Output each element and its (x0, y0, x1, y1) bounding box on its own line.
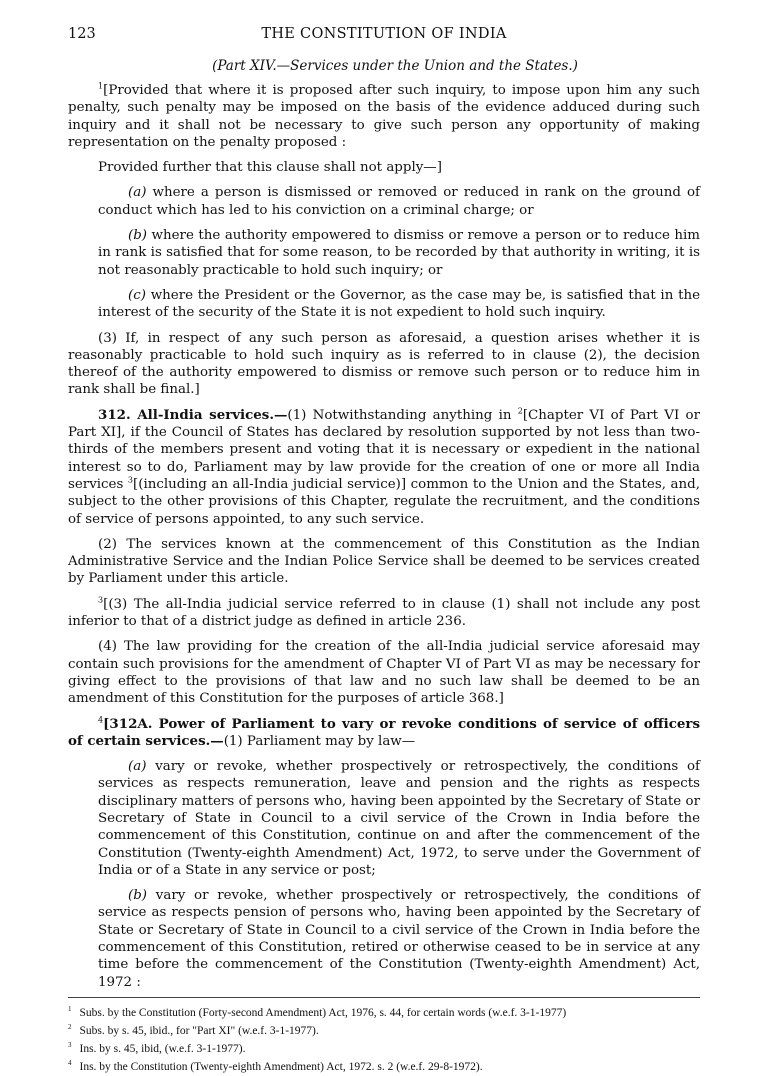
article-312a-clause-a: (a) vary or revoke, whether prospectively or retrospectively, the conditions of services as respects remuneration, leave and pension and the rights as respects disciplinary matters of persons who, having been appointed by the Secretary of State or Secretary of State in Council to a civil service of the Crown in India before the commencement of this Constitution, continue on and after the commencement of the Constitution (Twenty-eighth Amendment) Act, 1972, to serve under the Government of India or of a State in any service or post; (98, 759, 700, 878)
footnote-1: $^1$ Subs. by the Constitution (Forty-second Amendment) Act, 1976, s. 44, for certain words (w.e.f. 3-1-1977) (68, 1005, 567, 1019)
footnote-ref: 3 (127, 475, 133, 485)
page-title: THE CONSTITUTION OF INDIA (261, 26, 507, 42)
footnote-2: $^2$ Subs. by s. 45, ibid., for "Part XI" (w.e.f. 3-1-1977). (68, 1023, 319, 1037)
clause-b: (b) where the authority empowered to dismiss or remove a person or to reduce him in rank is satisfied that for some reason, to be recorded by that authority in writing, it is not reasonably practicable to hold such inquiry; or (98, 228, 700, 278)
footnote-divider (68, 997, 700, 998)
article-312a-heading: [312A. Power of Parliament to vary or revoke conditions of service of officers of certain services.— (68, 715, 700, 749)
article-312-clause-2: (2) The services known at the commencement of this Constitution as the Indian Administrative Service and the Indian Police Service shall be deemed to be services created by Parliament under this article. (68, 536, 700, 587)
article-312a: $^4$[312A. Power of Parliament to vary or revoke conditions of service of officers of certain services.—(1) Parliament may by law— (68, 715, 700, 749)
footnote-ref: 1 (98, 81, 104, 91)
clause-c: (c) where the President or the Governor, as the case may be, is satisfied that in the interest of the security of the State it is not expedient to hold such inquiry. (98, 287, 700, 321)
article-312a-clause-b: (b) vary or revoke, whether prospectively or retrospectively, the conditions of service as respects pension of persons who, having been appointed by the Secretary of State or Secretary of State in Council to a civil service of the Crown in India before the commencement of this Constitution, retired or otherwise ceased to be in service at any time before the commencement of the Constitution (Twenty-eighth Amendment) Act, 1972 : (98, 888, 700, 990)
article-312-heading: 312. All-India services.— (98, 406, 288, 423)
footnote-ref: 2 (517, 406, 523, 416)
article-312-clause-3: $^3$[(3) The all-India judicial service referred to in clause (1) shall not include any post inferior to that of a district judge as defined in article 236. (68, 595, 700, 630)
clause-a: (a) where a person is dismissed or removed or reduced in rank on the ground of conduct which has led to his conviction on a criminal charge; or (98, 185, 700, 218)
clause-3: (3) If, in respect of any such person as aforesaid, a question arises whether it is reasonably practicable to hold such inquiry as is referred to in clause (2), the decision thereof of the authority empowered to dismiss or remove such person or to reduce him in rank shall be final.] (68, 330, 700, 398)
proviso-paragraph: $^1$[Provided that where it is proposed after such inquiry, to impose upon him any such penalty, such penalty may be imposed on the basis of the evidence adduced during such inquiry and it shall not be necessary to give such person any opportunity of making representation on the penalty proposed : (68, 81, 700, 150)
footnote-3: $^3$ Ins. by s. 45, ibid, (w.e.f. 3-1-1977). (68, 1041, 246, 1055)
article-312-clause-4: (4) The law providing for the creation of the all-India judicial service aforesaid may contain such provisions for the amendment of Chapter VI of Part VI as may be necessary for giving effect to the provisions of that law and no such law shall be deemed to be an amendment of this Constitution for the purposes of article 368.] (68, 639, 700, 707)
article-312: 312. All-India services.—(1) Notwithstanding anything in $^2$[Chapter VI of Part VI or Part XI], if the Council of States has declared by resolution supported by not less than two-thirds of the members present and voting that it is necessary or expedient in the national interest so to do, Parliament may by law provide for the creation of one or more all India services $^3$[(including an all-India judicial service)] common to the Union and the States, and, subject to the other provisions of this Chapter, regulate the recruitment, and the conditions of service of persons appointed, to any such service. (68, 406, 700, 527)
footnote-ref: 4 (98, 715, 104, 725)
page-header (68, 26, 700, 48)
page-number: 123 (68, 26, 96, 42)
part-subheading: (Part XIV.—Services under the Union and the States.) (212, 58, 578, 74)
proviso-further: Provided further that this clause shall not apply—] (98, 160, 442, 176)
footnote-ref: 3 (98, 595, 104, 605)
document-page (68, 26, 700, 1076)
footnote-4: $^4$ Ins. by the Constitution (Twenty-eighth Amendment) Act, 1972. s. 2 (w.e.f. 29-8-1972). (68, 1059, 483, 1073)
